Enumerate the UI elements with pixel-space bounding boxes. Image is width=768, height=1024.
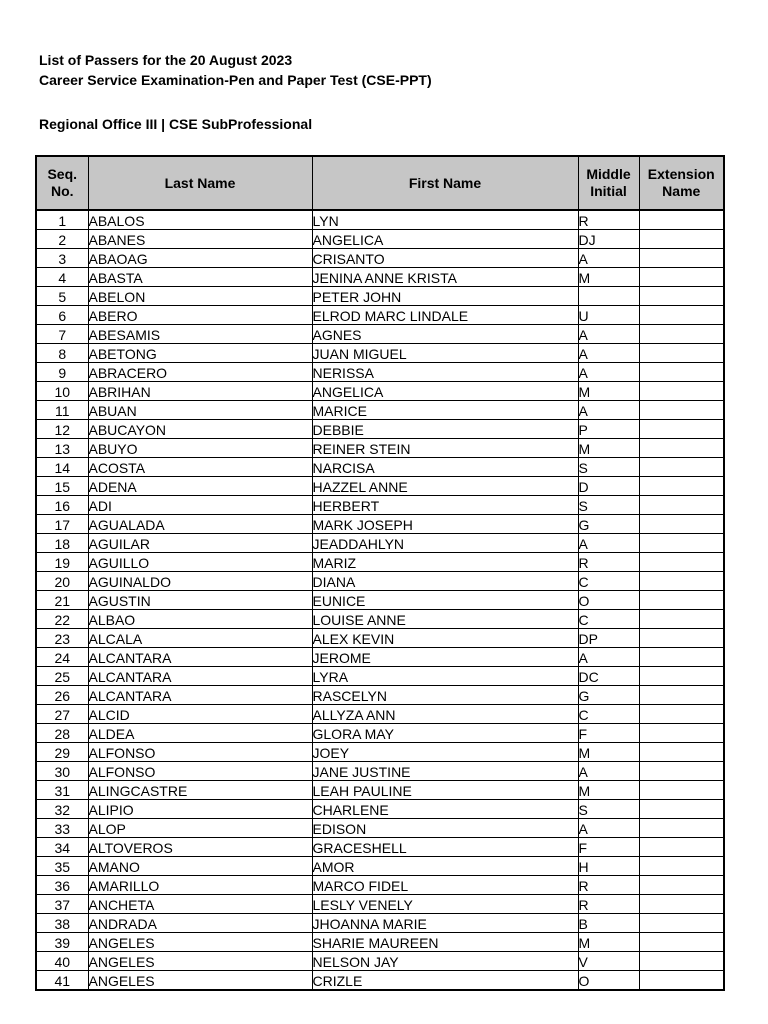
cell-middle-initial: A [578,325,639,344]
cell-first-name: JOEY [312,743,578,762]
cell-first-name: ALLYZA ANN [312,705,578,724]
cell-middle-initial: A [578,401,639,420]
cell-extension-name [639,306,724,325]
table-row [36,287,724,306]
cell-first-name: ELROD MARC LINDALE [312,306,578,325]
cell-seq-no: 15 [36,477,88,496]
cell-middle-initial: DC [578,667,639,686]
cell-first-name: JHOANNA MARIE [312,914,578,933]
cell-first-name: LYRA [312,667,578,686]
cell-first-name: DEBBIE [312,420,578,439]
cell-last-name: ALCANTARA [88,686,312,705]
cell-middle-initial: M [578,781,639,800]
cell-extension-name [639,210,724,230]
table-row [36,914,724,933]
cell-extension-name [639,838,724,857]
cell-seq-no: 7 [36,325,88,344]
cell-last-name: ABANES [88,230,312,249]
exam-name: Career Service Examination-Pen and Paper Test (CSE-PPT) [39,72,432,88]
table-row [36,572,724,591]
cell-seq-no: 37 [36,895,88,914]
column-header-middle-initial [578,156,639,210]
cell-seq-no: 26 [36,686,88,705]
table-row [36,686,724,705]
cell-first-name: ANGELICA [312,230,578,249]
cell-seq-no: 10 [36,382,88,401]
cell-extension-name [639,762,724,781]
table-row [36,534,724,553]
table-row [36,268,724,287]
cell-extension-name [639,819,724,838]
cell-middle-initial: C [578,705,639,724]
table-row [36,781,724,800]
table-row [36,344,724,363]
cell-extension-name [639,610,724,629]
cell-first-name: HAZZEL ANNE [312,477,578,496]
cell-middle-initial: G [578,515,639,534]
cell-middle-initial: DP [578,629,639,648]
cell-seq-no: 31 [36,781,88,800]
cell-middle-initial: M [578,268,639,287]
table-row [36,743,724,762]
cell-last-name: ABELON [88,287,312,306]
table-row [36,705,724,724]
cell-last-name: ACOSTA [88,458,312,477]
cell-middle-initial: S [578,458,639,477]
cell-middle-initial: R [578,210,639,230]
column-header-first-name: First Name [312,156,578,210]
cell-last-name: AGUSTIN [88,591,312,610]
cell-seq-no: 40 [36,952,88,971]
cell-extension-name [639,648,724,667]
cell-middle-initial: U [578,306,639,325]
table-header-row [36,156,724,210]
table-row [36,249,724,268]
cell-first-name: SHARIE MAUREEN [312,933,578,952]
cell-last-name: ABALOS [88,210,312,230]
cell-middle-initial: B [578,914,639,933]
table-row [36,515,724,534]
cell-middle-initial: R [578,895,639,914]
cell-extension-name [639,591,724,610]
column-header-last-name: Last Name [88,156,312,210]
cell-extension-name [639,629,724,648]
cell-seq-no: 5 [36,287,88,306]
cell-middle-initial: P [578,420,639,439]
table-row [36,591,724,610]
cell-first-name: HERBERT [312,496,578,515]
cell-extension-name [639,515,724,534]
cell-last-name: ABRACERO [88,363,312,382]
table-row [36,458,724,477]
cell-last-name: ALFONSO [88,762,312,781]
cell-seq-no: 1 [36,210,88,230]
cell-middle-initial: R [578,553,639,572]
cell-middle-initial: M [578,933,639,952]
cell-last-name: ABUYO [88,439,312,458]
cell-last-name: ALOP [88,819,312,838]
cell-last-name: ALCALA [88,629,312,648]
cell-first-name: JEROME [312,648,578,667]
column-header-extension-line2: Name [662,183,701,199]
cell-extension-name [639,724,724,743]
cell-last-name: ABUAN [88,401,312,420]
cell-last-name: ALCANTARA [88,667,312,686]
cell-seq-no: 9 [36,363,88,382]
cell-last-name: ANGELES [88,971,312,991]
cell-last-name: AGUALADA [88,515,312,534]
cell-seq-no: 35 [36,857,88,876]
column-header-seq-line1: Seq. [47,166,78,182]
cell-extension-name [639,914,724,933]
cell-extension-name [639,477,724,496]
cell-last-name: AMANO [88,857,312,876]
cell-seq-no: 28 [36,724,88,743]
cell-seq-no: 23 [36,629,88,648]
cell-last-name: ALDEA [88,724,312,743]
cell-last-name: ABUCAYON [88,420,312,439]
cell-first-name: LEAH PAULINE [312,781,578,800]
cell-first-name: ALEX KEVIN [312,629,578,648]
table-row [36,952,724,971]
cell-middle-initial: M [578,382,639,401]
cell-extension-name [639,401,724,420]
cell-middle-initial: R [578,876,639,895]
cell-first-name: CHARLENE [312,800,578,819]
cell-seq-no: 32 [36,800,88,819]
table-row [36,800,724,819]
cell-last-name: AGUINALDO [88,572,312,591]
cell-last-name: AMARILLO [88,876,312,895]
cell-extension-name [639,344,724,363]
cell-middle-initial: A [578,534,639,553]
cell-middle-initial: A [578,344,639,363]
cell-last-name: ANGELES [88,933,312,952]
column-header-middle-line2: Initial [590,183,627,199]
cell-extension-name [639,781,724,800]
cell-extension-name [639,553,724,572]
cell-last-name: ALINGCASTRE [88,781,312,800]
table-row [36,857,724,876]
table-row [36,762,724,781]
cell-seq-no: 17 [36,515,88,534]
cell-middle-initial: C [578,610,639,629]
cell-extension-name [639,876,724,895]
cell-seq-no: 14 [36,458,88,477]
table-row [36,496,724,515]
cell-middle-initial: A [578,648,639,667]
cell-extension-name [639,743,724,762]
cell-middle-initial: DJ [578,230,639,249]
column-header-extension-name [639,156,724,210]
table-row [36,420,724,439]
column-header-extension-line1: Extension [647,166,715,182]
cell-last-name: ADENA [88,477,312,496]
cell-last-name: ALTOVEROS [88,838,312,857]
cell-middle-initial: M [578,743,639,762]
cell-last-name: ADI [88,496,312,515]
cell-first-name: NERISSA [312,363,578,382]
cell-seq-no: 8 [36,344,88,363]
cell-seq-no: 3 [36,249,88,268]
cell-middle-initial: G [578,686,639,705]
column-header-seq-no [36,156,88,210]
table-row [36,382,724,401]
cell-extension-name [639,857,724,876]
cell-extension-name [639,933,724,952]
table-row [36,971,724,991]
cell-first-name: EUNICE [312,591,578,610]
document-title: List of Passers for the 20 August 2023 [39,52,293,68]
cell-first-name: JUAN MIGUEL [312,344,578,363]
cell-extension-name [639,971,724,991]
cell-last-name: ALIPIO [88,800,312,819]
cell-seq-no: 4 [36,268,88,287]
table-row [36,210,724,230]
cell-extension-name [639,325,724,344]
table-row [36,610,724,629]
cell-first-name: MARIZ [312,553,578,572]
cell-middle-initial: A [578,762,639,781]
cell-seq-no: 22 [36,610,88,629]
cell-middle-initial: F [578,838,639,857]
cell-seq-no: 13 [36,439,88,458]
cell-seq-no: 16 [36,496,88,515]
office-category: Regional Office III | CSE SubProfessional [39,116,313,132]
cell-first-name: AGNES [312,325,578,344]
cell-last-name: ALCID [88,705,312,724]
cell-seq-no: 20 [36,572,88,591]
cell-middle-initial: D [578,477,639,496]
cell-extension-name [639,496,724,515]
cell-first-name: NELSON JAY [312,952,578,971]
cell-first-name: CRIZLE [312,971,578,991]
cell-seq-no: 34 [36,838,88,857]
cell-extension-name [639,686,724,705]
cell-extension-name [639,667,724,686]
cell-extension-name [639,952,724,971]
cell-first-name: MARCO FIDEL [312,876,578,895]
table-row [36,648,724,667]
cell-first-name: REINER STEIN [312,439,578,458]
table-row [36,477,724,496]
cell-first-name: MARICE [312,401,578,420]
table-row [36,553,724,572]
cell-last-name: ALFONSO [88,743,312,762]
cell-seq-no: 27 [36,705,88,724]
cell-seq-no: 11 [36,401,88,420]
table-row [36,439,724,458]
table-row [36,876,724,895]
cell-extension-name [639,895,724,914]
cell-first-name: LOUISE ANNE [312,610,578,629]
column-header-middle-line1: Middle [586,166,631,182]
cell-extension-name [639,230,724,249]
passers-table [35,155,725,991]
cell-first-name: JANE JUSTINE [312,762,578,781]
cell-extension-name [639,420,724,439]
cell-first-name: EDISON [312,819,578,838]
cell-seq-no: 33 [36,819,88,838]
cell-first-name: PETER JOHN [312,287,578,306]
table-row [36,933,724,952]
table-row [36,230,724,249]
cell-seq-no: 36 [36,876,88,895]
cell-middle-initial: S [578,496,639,515]
cell-seq-no: 24 [36,648,88,667]
cell-middle-initial: A [578,819,639,838]
cell-seq-no: 38 [36,914,88,933]
cell-seq-no: 2 [36,230,88,249]
cell-extension-name [639,705,724,724]
table-row [36,306,724,325]
cell-middle-initial: H [578,857,639,876]
cell-last-name: ANCHETA [88,895,312,914]
cell-last-name: ANGELES [88,952,312,971]
cell-seq-no: 25 [36,667,88,686]
column-header-seq-line2: No. [50,183,74,199]
cell-first-name: LYN [312,210,578,230]
cell-middle-initial: M [578,439,639,458]
cell-middle-initial: F [578,724,639,743]
table-body [36,210,724,990]
cell-middle-initial: O [578,591,639,610]
cell-extension-name [639,287,724,306]
cell-last-name: AGUILAR [88,534,312,553]
cell-first-name: LESLY VENELY [312,895,578,914]
table-row [36,667,724,686]
cell-first-name: DIANA [312,572,578,591]
cell-seq-no: 41 [36,971,88,991]
cell-middle-initial: A [578,363,639,382]
cell-last-name: ABASTA [88,268,312,287]
table-row [36,629,724,648]
cell-seq-no: 30 [36,762,88,781]
cell-first-name: RASCELYN [312,686,578,705]
cell-middle-initial: A [578,249,639,268]
cell-last-name: ABRIHAN [88,382,312,401]
cell-middle-initial: O [578,971,639,991]
cell-extension-name [639,268,724,287]
cell-extension-name [639,363,724,382]
cell-middle-initial [578,287,639,306]
cell-last-name: ALBAO [88,610,312,629]
cell-seq-no: 19 [36,553,88,572]
table-row [36,724,724,743]
table-row [36,401,724,420]
cell-last-name: ABETONG [88,344,312,363]
cell-extension-name [639,572,724,591]
cell-last-name: ANDRADA [88,914,312,933]
cell-first-name: CRISANTO [312,249,578,268]
cell-extension-name [639,458,724,477]
cell-middle-initial: S [578,800,639,819]
cell-first-name: ANGELICA [312,382,578,401]
cell-first-name: AMOR [312,857,578,876]
cell-seq-no: 29 [36,743,88,762]
cell-last-name: ABERO [88,306,312,325]
cell-first-name: JENINA ANNE KRISTA [312,268,578,287]
cell-extension-name [639,800,724,819]
cell-seq-no: 39 [36,933,88,952]
cell-first-name: GRACESHELL [312,838,578,857]
cell-extension-name [639,534,724,553]
table-row [36,819,724,838]
cell-seq-no: 21 [36,591,88,610]
cell-last-name: AGUILLO [88,553,312,572]
cell-last-name: ABESAMIS [88,325,312,344]
cell-first-name: GLORA MAY [312,724,578,743]
table-row [36,895,724,914]
cell-middle-initial: C [578,572,639,591]
cell-extension-name [639,249,724,268]
cell-seq-no: 6 [36,306,88,325]
table-row [36,325,724,344]
cell-middle-initial: V [578,952,639,971]
cell-seq-no: 12 [36,420,88,439]
cell-seq-no: 18 [36,534,88,553]
cell-first-name: JEADDAHLYN [312,534,578,553]
cell-extension-name [639,382,724,401]
table-row [36,838,724,857]
cell-first-name: MARK JOSEPH [312,515,578,534]
cell-last-name: ABAOAG [88,249,312,268]
table-row [36,363,724,382]
cell-last-name: ALCANTARA [88,648,312,667]
cell-extension-name [639,439,724,458]
cell-first-name: NARCISA [312,458,578,477]
